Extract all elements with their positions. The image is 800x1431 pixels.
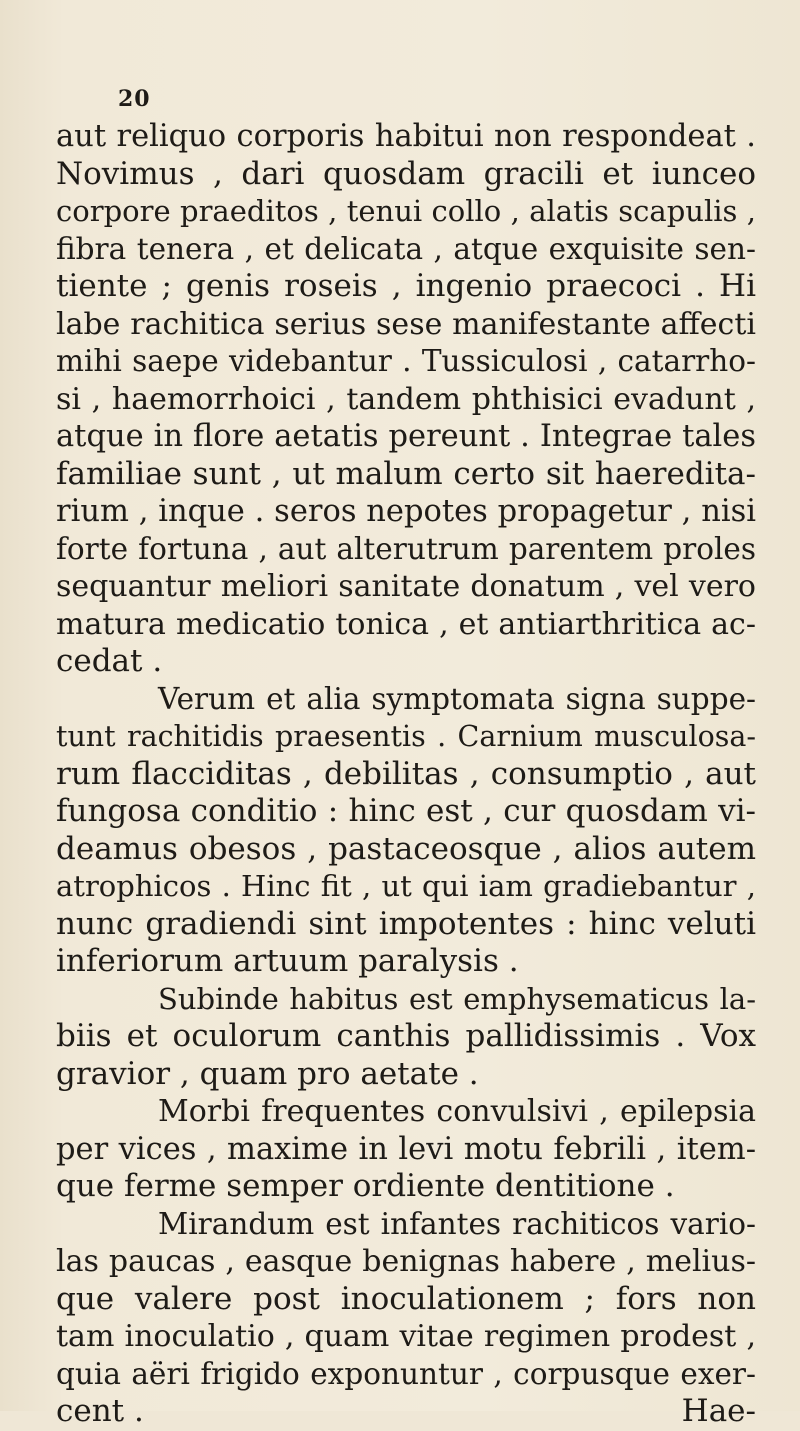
text-line bbox=[56, 1131, 756, 1169]
text-line bbox=[56, 943, 756, 981]
text-line bbox=[56, 643, 756, 681]
text-line-content: atque in flore aetatis pereunt . Integrae tales bbox=[56, 419, 756, 454]
text-line-content: aut reliquo corporis habitui non respondeat . bbox=[56, 119, 756, 154]
text-line bbox=[56, 756, 756, 794]
text-line bbox=[56, 493, 756, 531]
text-line-content: fungosa conditio : hinc est , cur quosdam vi- bbox=[56, 793, 756, 829]
text-line bbox=[56, 118, 756, 156]
text-line-content: matura medicatio tonica , et antiarthritica ac- bbox=[56, 606, 756, 642]
text-line-content: rium , inque . seros nepotes propagetur , nisi bbox=[56, 494, 756, 529]
text-line bbox=[56, 231, 756, 269]
text-line bbox=[56, 1281, 756, 1319]
text-line-content: labe rachitica serius sese manifestante affecti bbox=[56, 306, 756, 342]
text-line-content: rum flacciditas , debilitas , consumptio , aut bbox=[56, 755, 756, 792]
text-line bbox=[56, 793, 756, 831]
text-line bbox=[56, 1393, 756, 1431]
text-line bbox=[56, 1356, 756, 1394]
text-line bbox=[56, 981, 756, 1019]
text-line bbox=[56, 193, 756, 231]
text-line-content: cent . bbox=[56, 1393, 144, 1429]
text-line bbox=[56, 718, 756, 756]
text-line-content: nunc gradiendi sint impotentes : hinc veluti bbox=[56, 905, 756, 942]
text-line bbox=[56, 156, 756, 194]
text-line-content: familiae sunt , ut malum certo sit haeredita- bbox=[56, 455, 756, 492]
text-line bbox=[56, 831, 756, 869]
text-line-content: inferiorum artuum paralysis . bbox=[56, 943, 519, 979]
text-line bbox=[56, 456, 756, 494]
text-line-content: cedat . bbox=[56, 643, 163, 679]
text-line-content: gravior , quam pro aetate . bbox=[56, 1055, 479, 1092]
text-line-content: Mirandum est infantes rachiticos vario- bbox=[158, 1206, 756, 1241]
text-line-content: forte fortuna , aut alterutrum parentem proles bbox=[56, 531, 756, 566]
text-line bbox=[56, 606, 756, 644]
text-line bbox=[56, 1243, 756, 1281]
text-line-content: quia aëri frigido exponuntur , corpusque exer- bbox=[56, 1356, 756, 1391]
text-line-content: tiente ; genis roseis , ingenio praecoci . Hi bbox=[56, 268, 756, 304]
text-line bbox=[56, 343, 756, 381]
text-line bbox=[56, 1018, 756, 1056]
text-line bbox=[56, 418, 756, 456]
text-line bbox=[56, 1168, 756, 1206]
text-line bbox=[56, 868, 756, 906]
text-line bbox=[56, 1206, 756, 1244]
text-line-content: fibra tenera , et delicata , atque exquisite sen- bbox=[56, 231, 756, 266]
text-line-content: Morbi frequentes convulsivi , epilepsia bbox=[158, 1094, 756, 1129]
text-line bbox=[56, 1056, 756, 1094]
text-line bbox=[56, 268, 756, 306]
body-text bbox=[56, 118, 756, 1431]
text-line-content: tam inoculatio , quam vitae regimen prodest , bbox=[56, 1319, 756, 1354]
page-number: 20 bbox=[118, 86, 151, 112]
text-line bbox=[56, 381, 756, 419]
text-line-content: que valere post inoculationem ; fors non bbox=[56, 1280, 756, 1317]
text-line bbox=[56, 906, 756, 944]
text-line-content: tunt rachitidis praesentis . Carnium musculosa- bbox=[56, 720, 756, 753]
text-line-content: si , haemorrhoici , tandem phthisici evadunt , bbox=[56, 381, 756, 417]
text-line-content: Subinde habitus est emphysematicus la- bbox=[158, 981, 756, 1016]
text-line-content: atrophicos . Hinc fit , ut qui iam gradiebantur , bbox=[56, 869, 756, 903]
text-line bbox=[56, 531, 756, 569]
text-line bbox=[56, 568, 756, 606]
text-line-content: Novimus , dari quosdam gracili et iunceo bbox=[56, 155, 756, 192]
text-line-content: corpore praeditos , tenui collo , alatis scapulis , bbox=[56, 194, 756, 228]
text-line-content: que ferme semper ordiente dentitione . bbox=[56, 1168, 675, 1204]
text-line-content: mihi saepe videbantur . Tussiculosi , catarrho- bbox=[56, 344, 756, 378]
text-line-content: las paucas , easque benignas habere , melius- bbox=[56, 1244, 756, 1279]
text-line-content: per vices , maxime in levi motu febrili , item- bbox=[56, 1131, 756, 1167]
text-line bbox=[56, 681, 756, 719]
text-line bbox=[56, 306, 756, 344]
text-line-content: sequantur meliori sanitate donatum , vel vero bbox=[56, 569, 756, 604]
text-line bbox=[56, 1093, 756, 1131]
text-line-content: biis et oculorum canthis pallidissimis . Vox bbox=[56, 1018, 756, 1054]
catchword: Hae- bbox=[681, 1393, 756, 1429]
text-line-content: Verum et alia symptomata signa suppe- bbox=[158, 681, 756, 716]
text-line bbox=[56, 1318, 756, 1356]
text-line-content: deamus obesos , pastaceosque , alios autem bbox=[56, 830, 756, 867]
